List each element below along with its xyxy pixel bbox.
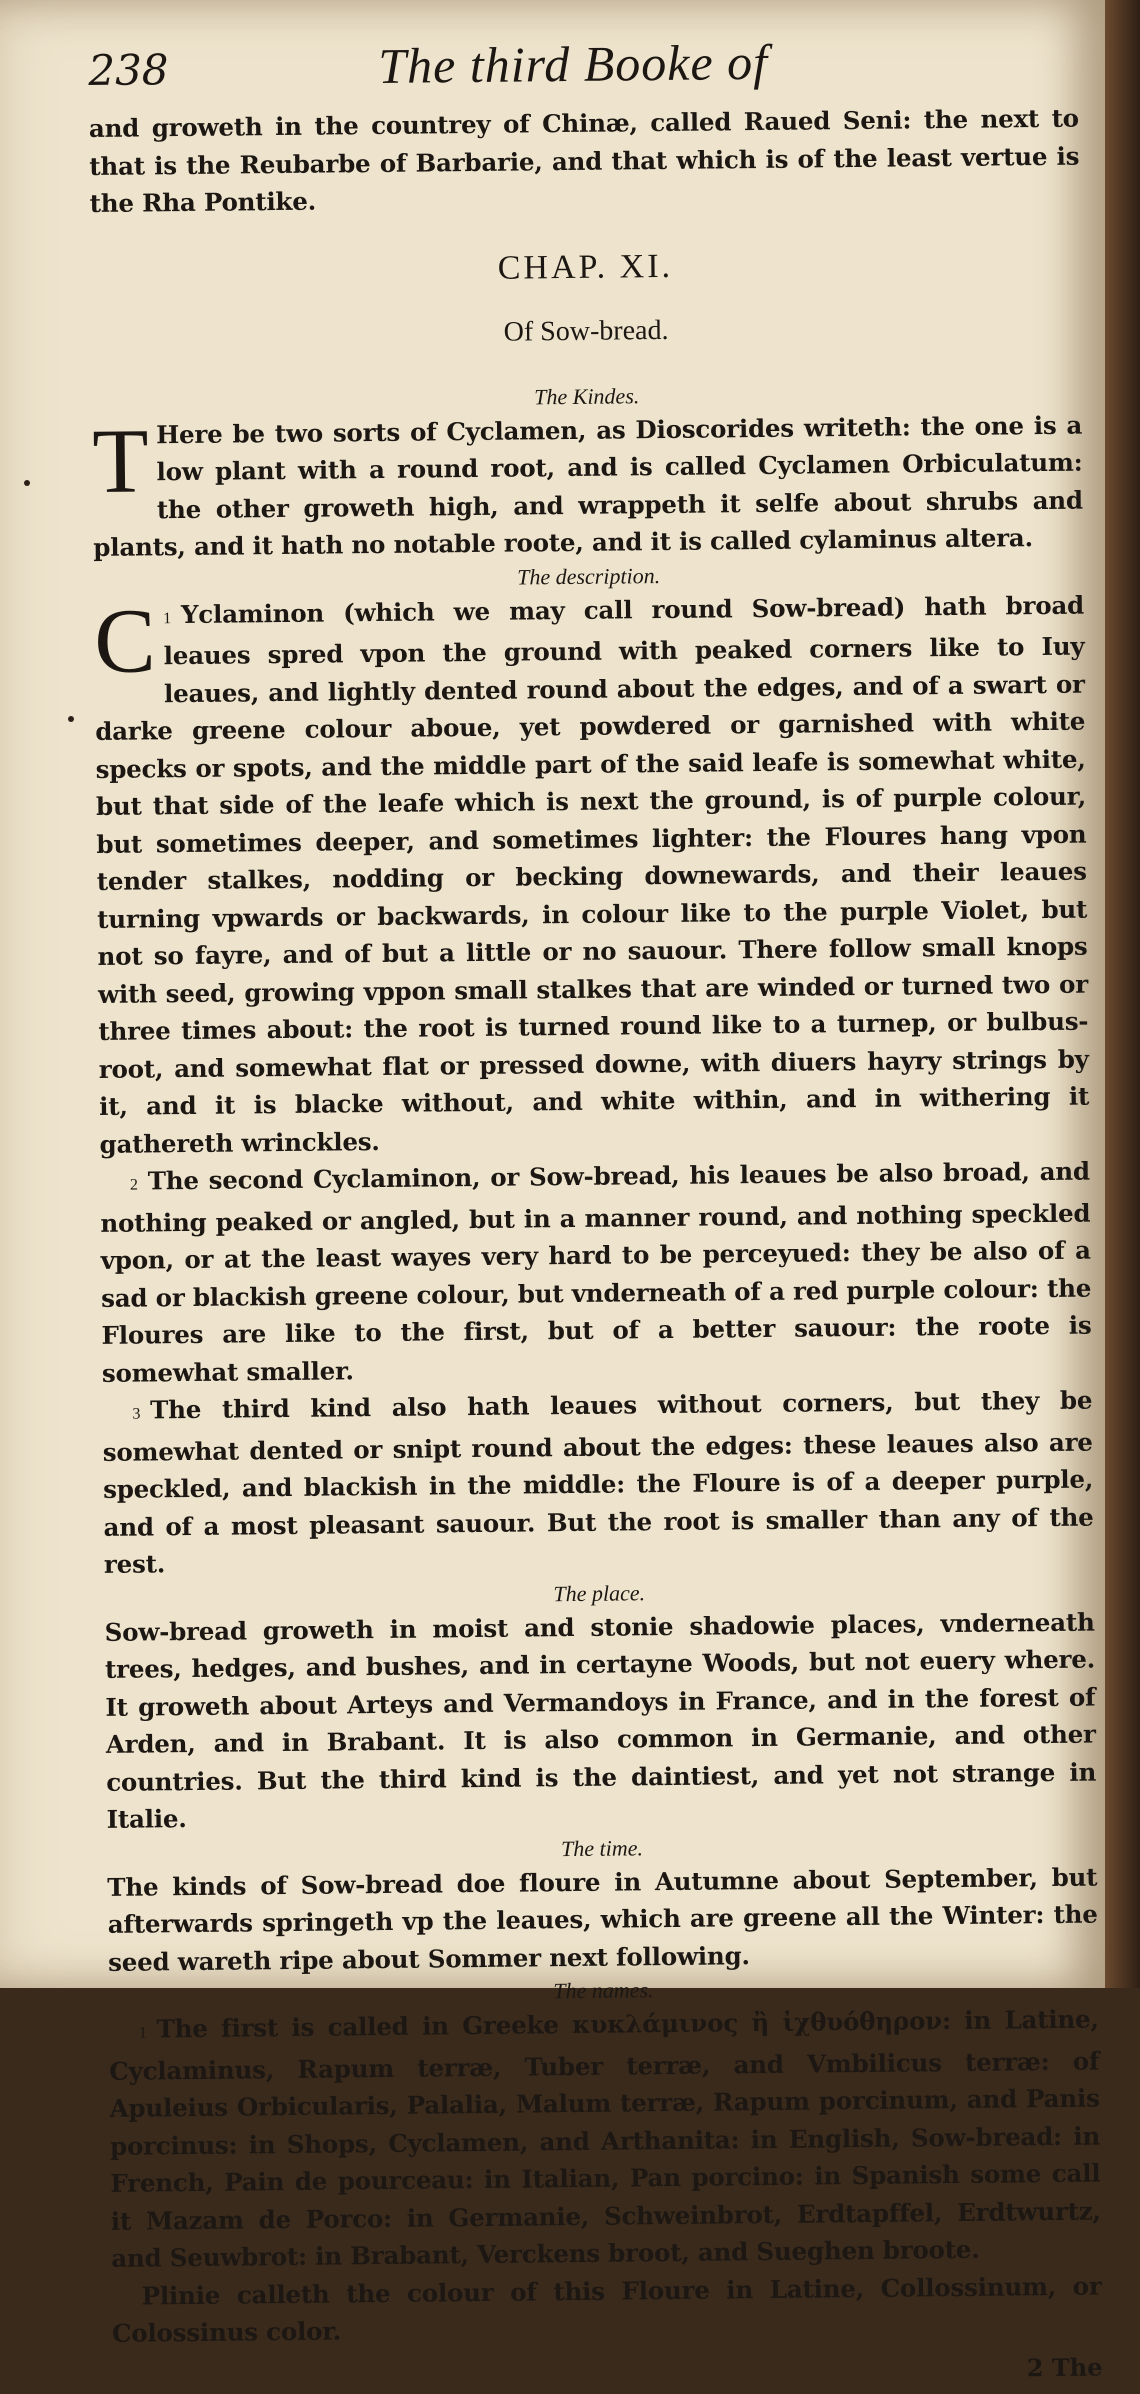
- place-paragraph: Sow-bread groweth in moist and stonie shadowie places, vnderneath trees, hedges, and bushes, and in certayne Woods, but not euery where. It groweth about Arteys and Vermandoys in France, and in the forest of Arden, and in Brabant. It is also common in Germanie, and other countries. But the third kind is the daintiest, and yet not strange in Italie.: [104, 1607, 1097, 1834]
- description-item: [102, 1382, 1094, 1584]
- section-heading-time: The time.: [560, 1834, 644, 1861]
- description-item: [100, 1153, 1092, 1392]
- section-heading-names: The names.: [553, 1977, 654, 2004]
- book-gutter: [1105, 0, 1140, 1988]
- description-text: The third kind also hath leaues without corners, but they be somewhat dented or snipt round about the edges: these leaues also are speckled, and blackish in the middle: the Floure is of a deeper purple, and of a most pleasant sauour. But the root is smaller than any of the rest.: [102, 1385, 1094, 1579]
- catchword: 2 The: [1026, 2352, 1103, 2382]
- chapter-heading: CHAP. XI.: [497, 247, 674, 287]
- running-title: The third Booke of: [377, 33, 769, 94]
- kindes-paragraph: [92, 406, 1084, 566]
- page-number: 238: [88, 45, 169, 95]
- names-after-paragraph: Plinie calleth the colour of this Floure in Latine, Collossinum, or Colossinus color.: [111, 2271, 1102, 2348]
- page-content: [88, 30, 1103, 2394]
- description-text: Yclaminon (which we may call round Sow-bread) hath broad leaues spred vpon the ground with peaked corners like to Iuy leaues, and lightly dented round about the edges, and of a swart or darke greene colour aboue, yet powdered or garnished with white specks or spots, and the middle part of the said leafe is somewhat white, but that side of the leafe which is next the ground, is of purple colour, but sometimes deeper, and sometimes lighter: the Floures hang vpon tender stalkes, nodding or becking downewards, and their leaues turning vpwards or backwards, in colour like to the purple Violet, but not so fayre, and of but a little or no sauour. There follow small knops with seed, growing vppon small stalkes that are winded or turned two or three times about: the root is turned round like to a turnep, or bulbus-root, and somewhat flat or pressed downe, with diuers hayry strings by it, and it is blacke without, and white within, and in withering it gathereth wrinckles.: [95, 590, 1090, 1159]
- item-number: 2: [129, 1176, 138, 1194]
- kindes-text: Here be two sorts of Cyclamen, as Dioscorides writeth: the one is a low plant with a round root, and is called Cyclamen Orbiculatum: the other groweth high, and wrappeth it selfe about shrubs and plants, and it hath no notable roote, and it is called cylaminus altera.: [93, 410, 1084, 562]
- names-text: The first is called in Greeke κυκλάμινος ἢ ἰχθυόθηρον: in Latine, Cyclaminus, Rapum terræ, Tuber terræ, and Vmbilicus terræ: of Apuleius Orbicularis, Palalia, Malum terræ, Rapum porcinum, and Panis porcinus: in Shops, Cyclamen, and Arthanita: in English, Sow-bread: in French, Pain de pourceau: in Italian, Pan porcino: in Spanish some call it Mazam de Porco: in Germanie, Schweinbrot, Erdtapffel, Erdtwurtz, and Seuwbrot: in Brabant, Verckens broot, and Sueghen broote.: [109, 2004, 1101, 2273]
- item-number: 1: [163, 609, 172, 627]
- margin-ink-dot: [68, 716, 74, 722]
- description-item: [94, 586, 1090, 1163]
- margin-ink-dot: [24, 480, 30, 486]
- drop-cap: T: [91, 408, 149, 512]
- time-paragraph: The kinds of Sow-bread doe floure in Autumne about September, but afterwards springeth vp the leaues, which are greene all the Winter: the seed wareth ripe about Sommer next following.: [107, 1862, 1098, 1977]
- section-heading-description: The description.: [517, 562, 661, 590]
- drop-cap: C: [93, 588, 156, 692]
- section-heading-kindes: The Kindes.: [534, 382, 640, 409]
- names-item: [109, 2001, 1102, 2278]
- section-heading-place: The place.: [553, 1579, 646, 1606]
- chapter-title: Of Sow-bread.: [503, 314, 669, 348]
- description-text: The second Cyclaminon, or Sow-bread, his leaues be also broad, and nothing peaked or angled, but in a manner round, and nothing speckled vpon, or at the least wayes very hard to be perceyued: they be also of a sad or blackish greene colour, but vnderneath of a red purple colour: the Floures are like to the first, but of a better sauour: the roote is somewhat smaller.: [100, 1156, 1092, 1388]
- item-number: 3: [132, 1405, 141, 1423]
- running-head: [88, 30, 1079, 110]
- intro-paragraph: and groweth in the countrey of Chinæ, called Raued Seni: the next to that is the Reubarbe of Barbarie, and that which is of the least vertue is the Rha Pontike.: [88, 103, 1080, 218]
- item-number: 1: [138, 2024, 147, 2042]
